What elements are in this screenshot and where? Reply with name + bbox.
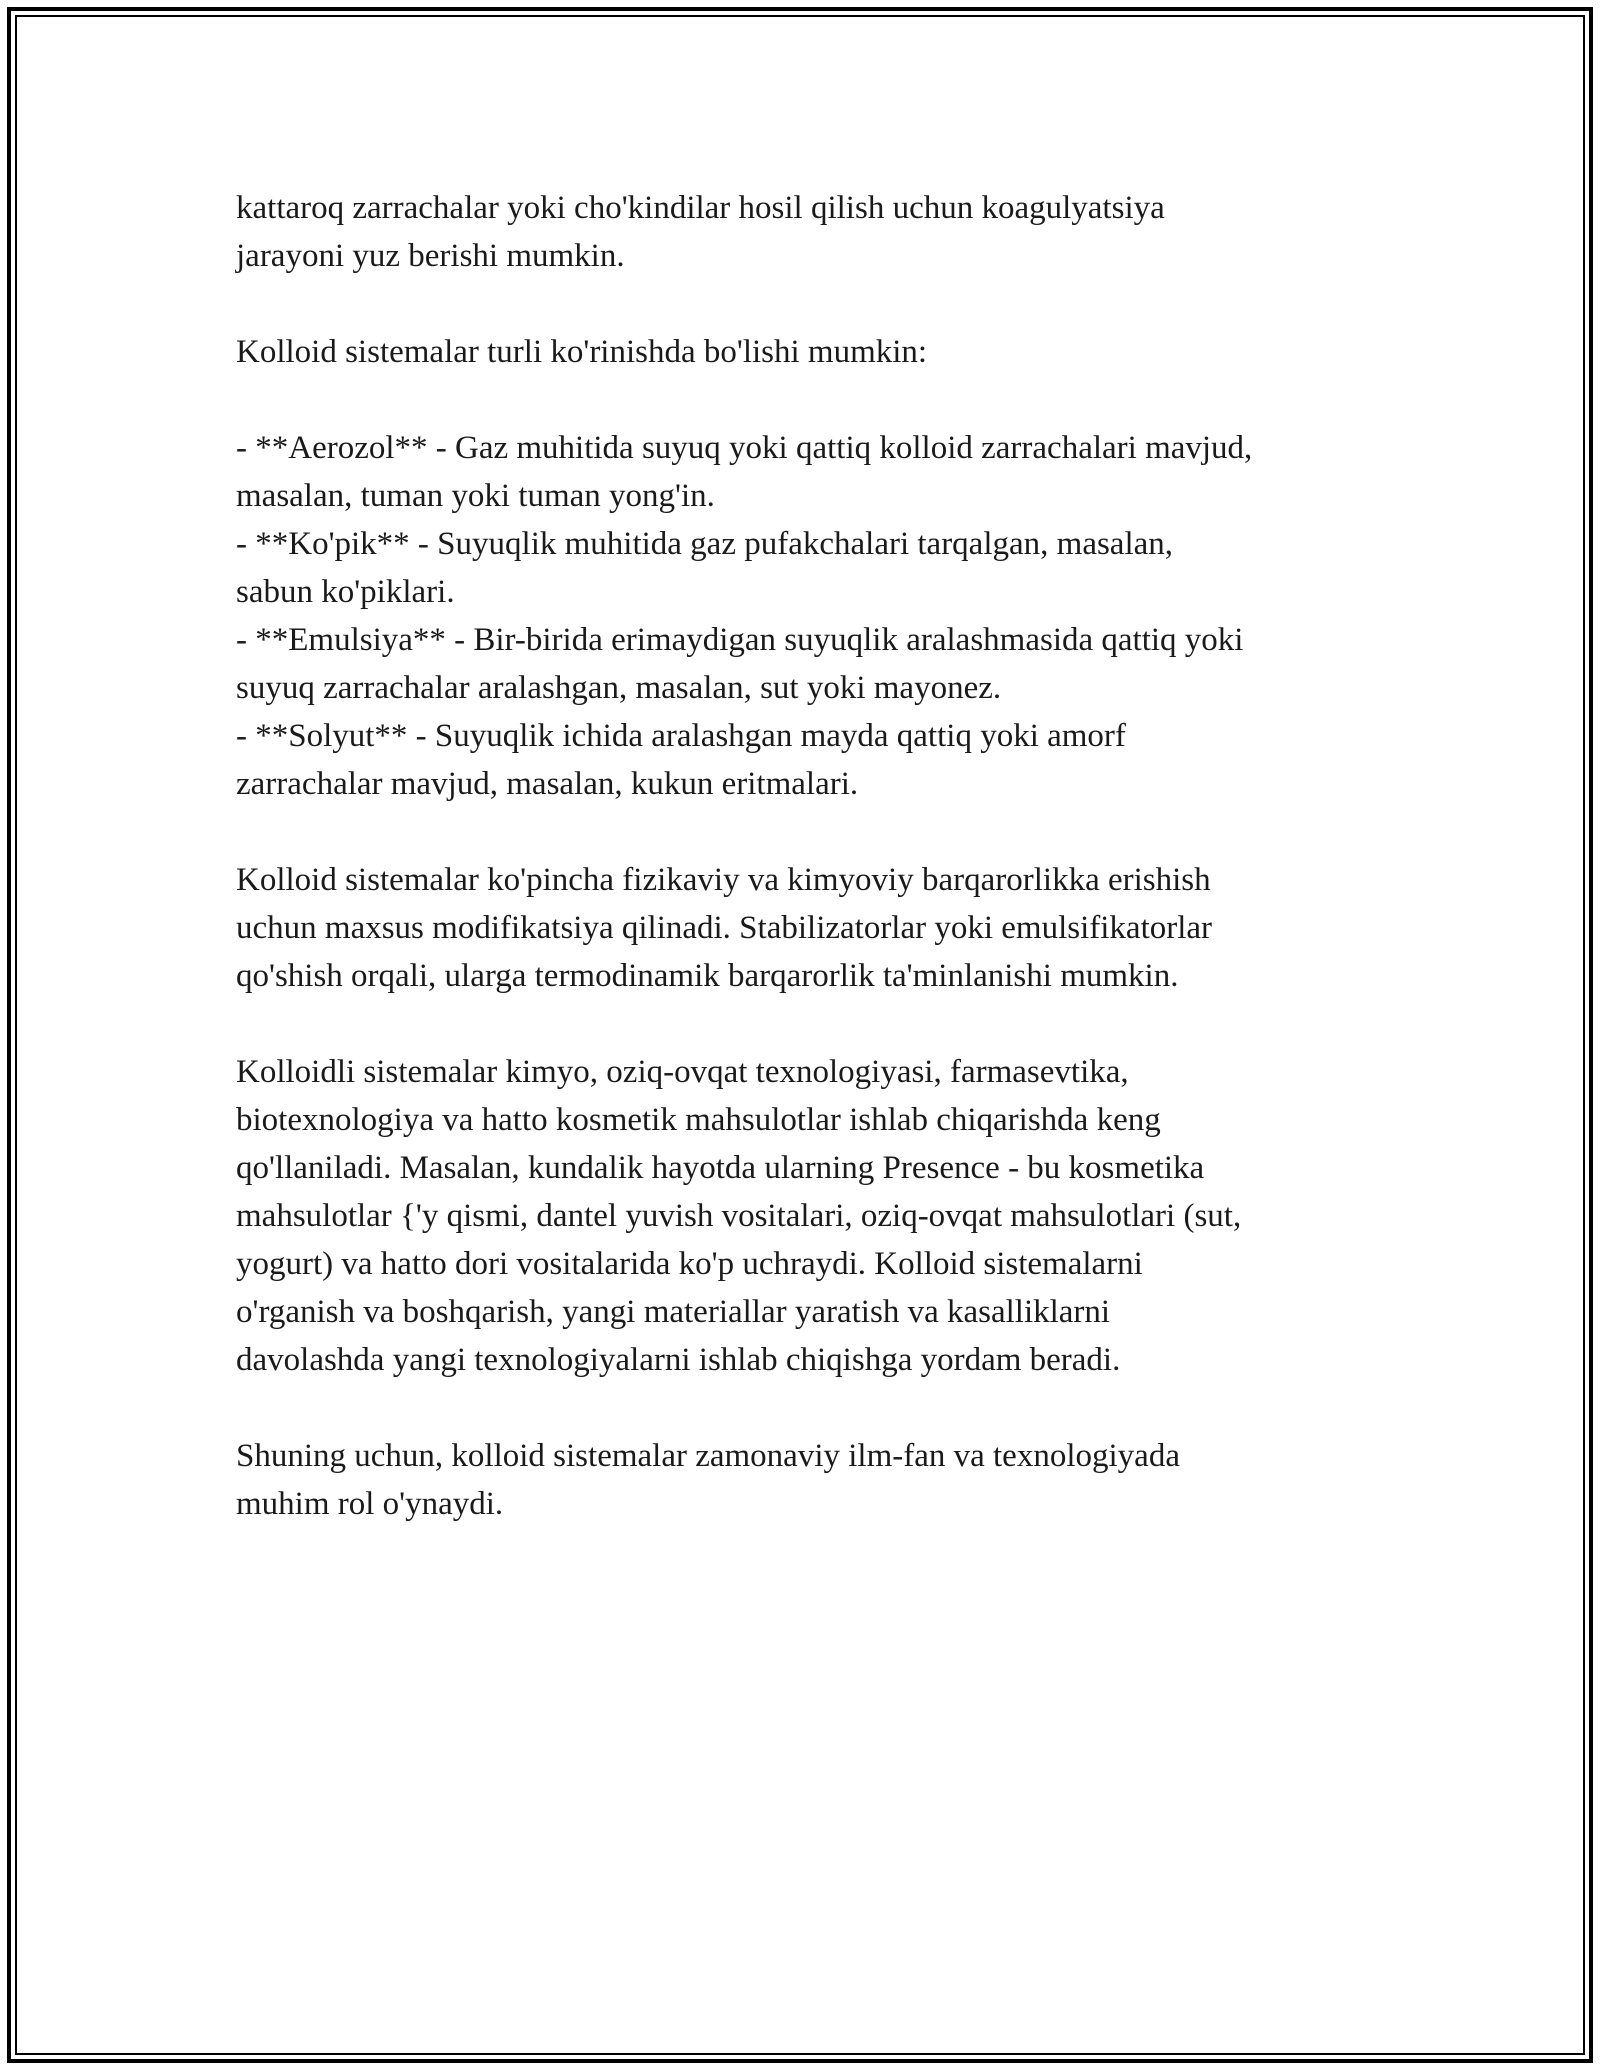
paragraph [236, 856, 1376, 1000]
list-item-line: suyuq zarrachalar aralashgan, masalan, sut yoki mayonez. [236, 670, 1002, 706]
list-item-line: - **Ko'pik** - Suyuqlik muhitida gaz pufakchalari tarqalgan, masalan, [236, 526, 1174, 562]
list-item-line: - **Aerozol** - Gaz muhitida suyuq yoki qattiq kolloid zarrachalari mavjud, [236, 430, 1253, 466]
list-item-line: - **Emulsiya** - Bir-birida erimaydigan suyuqlik aralashmasida qattiq yoki [236, 622, 1244, 658]
text-line: Shuning uchun, kolloid sistemalar zamonaviy ilm-fan va texnologiyada [236, 1438, 1180, 1474]
text-line: qo'shish orqali, ularga termodinamik barqarorlik ta'minlanishi mumkin. [236, 958, 1179, 994]
paragraph-spacer [236, 280, 1376, 328]
text-line: Kolloid sistemalar ko'pincha fizikaviy va kimyoviy barqarorlikka erishish [236, 862, 1211, 898]
text-line: yogurt) va hatto dori vositalarida ko'p uchraydi. Kolloid sistemalarni [236, 1246, 1143, 1282]
paragraph [236, 1432, 1376, 1528]
list-item-line: zarrachalar mavjud, masalan, kukun eritmalari. [236, 766, 859, 802]
paragraph [236, 1048, 1376, 1384]
list-item-line: sabun ko'piklari. [236, 574, 455, 610]
text-line: biotexnologiya va hatto kosmetik mahsulotlar ishlab chiqarishda keng [236, 1102, 1161, 1138]
text-line: Kolloid sistemalar turli ko'rinishda bo'lishi mumkin: [236, 334, 928, 370]
paragraph-spacer [236, 808, 1376, 856]
paragraph [236, 328, 1376, 376]
text-line: jarayoni yuz berishi mumkin. [236, 238, 625, 274]
paragraph-spacer [236, 376, 1376, 424]
paragraph [236, 184, 1376, 280]
text-line: davolashda yangi texnologiyalarni ishlab chiqishga yordam beradi. [236, 1342, 1121, 1378]
list-item-line: masalan, tuman yoki tuman yong'in. [236, 478, 715, 514]
colloid-types-list [236, 424, 1376, 808]
text-line: o'rganish va boshqarish, yangi materiallar yaratish va kasalliklarni [236, 1294, 1111, 1330]
paragraph-spacer [236, 1000, 1376, 1048]
text-line: uchun maxsus modifikatsiya qilinadi. Stabilizatorlar yoki emulsifikatorlar [236, 910, 1213, 946]
text-line: qo'llaniladi. Masalan, kundalik hayotda ularning Presence - bu kosmetika [236, 1150, 1205, 1186]
text-line: mahsulotlar {'y qismi, dantel yuvish vositalari, oziq-ovqat mahsulotlari (sut, [236, 1198, 1242, 1234]
text-line: muhim rol o'ynaydi. [236, 1486, 504, 1522]
paragraph-spacer [236, 1384, 1376, 1432]
text-line: kattaroq zarrachalar yoki cho'kindilar hosil qilish uchun koagulyatsiya [236, 190, 1165, 226]
text-line: Kolloidli sistemalar kimyo, oziq-ovqat texnologiyasi, farmasevtika, [236, 1054, 1129, 1090]
list-item-line: - **Solyut** - Suyuqlik ichida aralashgan mayda qattiq yoki amorf [236, 718, 1126, 754]
document-body [236, 184, 1376, 1528]
